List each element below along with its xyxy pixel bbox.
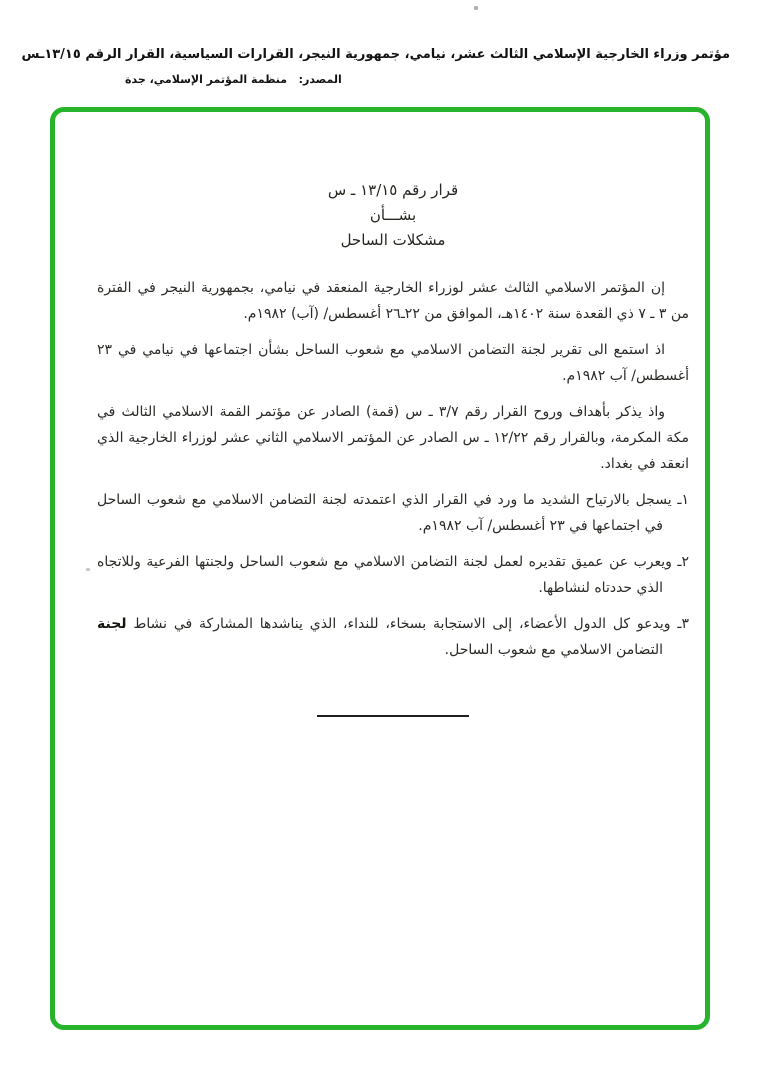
item-text: ويدعو كل الدول الأعضاء، إلى الاستجابة بسخاء، للنداء، الذي يناشدها المشاركة في نشاط bbox=[126, 616, 671, 632]
decree-subject-word: بشـــأن bbox=[369, 206, 417, 224]
item-number: ١ـ bbox=[677, 492, 690, 508]
scan-artifact bbox=[474, 6, 478, 10]
item-text-bold: لجنة bbox=[97, 616, 127, 632]
item-text: يسجل بالارتياح الشديد ما ورد في القرار الذي اعتمدته لجنة التضامن الاسلامي مع شعوب الساحل في اجتماعها في ٢٣ أغسطس/ آب ١٩٨٢م. bbox=[97, 492, 672, 534]
decree-title bbox=[97, 178, 689, 253]
decree-subject-title: مشكلات الساحل bbox=[340, 231, 446, 249]
item-number: ٢ـ bbox=[677, 554, 689, 570]
resolution-item bbox=[97, 611, 689, 663]
item-number: ٣ـ bbox=[677, 616, 690, 632]
end-divider bbox=[317, 715, 469, 717]
preamble-paragraph: إن المؤتمر الاسلامي الثالث عشر لوزراء الخارجية المنعقد في نيامي، بجمهورية النيجر في الفترة من ٣ ـ ٧ ذي القعدة سنة ١٤٠٢هـ، الموافق من ⁦٢٢ـ٢٦⁩ أغسطس/ (آب) ١٩٨٢م. bbox=[97, 280, 689, 322]
header-source: المصدر: منظمة المؤتمر الإسلامي، جدة bbox=[125, 73, 342, 86]
header-citation: مؤتمر وزراء الخارجية الإسلامي الثالث عشر، نيامي، جمهورية النيجر، القرارات السياسية، القرار الرقم ١٣/١٥ـس bbox=[21, 47, 730, 62]
decree-content bbox=[55, 112, 705, 717]
item-text: التضامن الاسلامي مع شعوب الساحل. bbox=[444, 642, 663, 658]
resolution-item bbox=[97, 549, 689, 601]
decree-frame bbox=[50, 107, 710, 1030]
preamble-paragraph: واذ يذكر بأهداف وروح القرار رقم ٣/٧ ـ س (قمة) الصادر عن مؤتمر القمة الاسلامي الثالث في مكة المكرمة، وبالقرار رقم ١٢/٢٢ ـ س الصادر عن المؤتمر الاسلامي الثاني عشر لوزراء الخارجية الذي انعقد في بغداد. bbox=[97, 404, 689, 472]
item-text: ويعرب عن عميق تقديره لعمل لجنة التضامن الاسلامي مع شعوب الساحل ولجنتها الفرعية وللاتجاه الذي حددتاه لنشاطها. bbox=[97, 554, 672, 596]
decree-number-line: قرار رقم ١٣/١٥ ـ س bbox=[327, 181, 459, 199]
scan-artifact bbox=[86, 568, 90, 571]
resolution-item bbox=[97, 487, 689, 539]
preamble-paragraph: اذ استمع الى تقرير لجنة التضامن الاسلامي مع شعوب الساحل بشأن اجتماعها في نيامي في ٢٣ أغسطس/ آب ١٩٨٢م. bbox=[97, 342, 689, 384]
